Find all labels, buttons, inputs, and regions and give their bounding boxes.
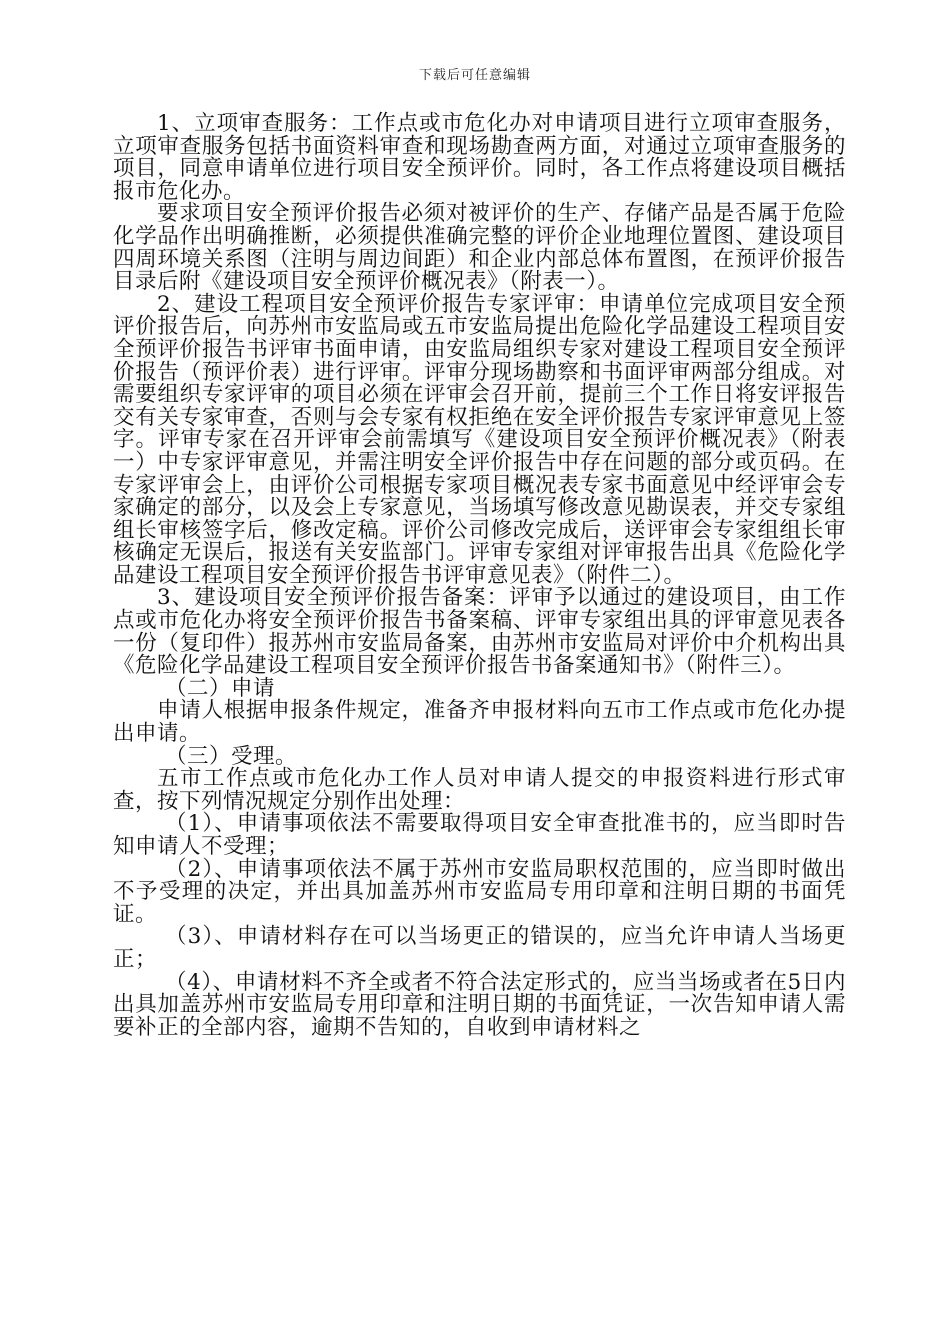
paragraph-pre-evaluation-requirements: 要求项目安全预评价报告必须对被评价的生产、存储产品是否属于危险化学品作出明确推断，必须提供准确完整的评价企业地理位置图、建设项目四周环境关系图（注明与周边间距）和企业内部总体布置图，在预评价报告目录后附《建设项目安全预评价概况表》（附表一）。 (113, 201, 846, 295)
list-item-3: （3）、申请材料存在可以当场更正的错误的，应当允许申请人当场更正； (113, 924, 846, 972)
list-item-4: （4）、申请材料不齐全或者不符合法定形式的，应当当场或者在5日内出具加盖苏州市安监局专用印章和注明日期的书面凭证，一次告知申请人需要补正的全部内容，逾期不告知的，自收到申请材料之 (113, 969, 846, 1040)
paragraph-expert-review: 2、建设工程项目安全预评价报告专家评审：申请单位完成项目安全预评价报告后，向苏州市安监局或五市安监局提出危险化学品建设工程项目安全预评价报告书评审书面申请，由安监局组织专家对建设工程项目安全预评价报告（预评价表）进行评审。评审分现场勘察和书面评审两部分组成。对需要组织专家评审的项目必须在评审会召开前，提前三个工作日将安评报告交有关专家审查，否则与会专家有权拒绝在安全评价报告专家评审意见上签字。评审专家在召开评审会前需填写《建设项目安全预评价概况表》（附表一）中专家评审意见，并需注明安全评价报告中存在问题的部分或页码。在专家评审会上，由评价公司根据专家项目概况表专家书面意见中经评审会专家确定的部分，以及会上专家意见，当场填写修改意见勘误表，并交专家组组长审核签字后，修改定稿。评价公司修改完成后，送评审会专家组组长审核确定无误后，报送有关安监部门。评审专家组对评审报告出具《危险化学品建设工程项目安全预评价报告书评审意见表》（附件二）。 (113, 291, 846, 588)
paragraph-report-filing: 3、建设项目安全预评价报告备案：评审予以通过的建设项目，由工作点或市危化办将安全预评价报告书备案稿、评审专家组出具的评审意见表各一份（复印件）报苏州市安监局备案，由苏州市安监局对评价中介机构出具《危险化学品建设工程项目安全预评价报告书备案通知书》（附件三）。 (113, 585, 846, 679)
list-item-1: （1）、申请事项依法不需要取得项目安全审查批准书的，应当即时告知申请人不受理； (113, 811, 846, 859)
section-heading-application: （二）申请 (165, 675, 276, 701)
list-item-2: （2）、申请事项依法不属于苏州市安监局职权范围的，应当即时做出不予受理的决定，并出具加盖苏州市安监局专用印章和注明日期的书面凭证。 (113, 856, 846, 927)
page-header-note: 下载后可任意编辑 (418, 68, 531, 83)
paragraph-application: 申请人根据申报条件规定，准备齐申报材料向五市工作点或市危化办提出申请。 (113, 698, 846, 747)
paragraph-project-review: 1、立项审查服务：工作点或市危化办对申请项目进行立项审查服务，立项审查服务包括书面资料审查和现场勘查两方面，对通过立项审查服务的项目，同意申请单位进行项目安全预评价。同时，各工作点将建设项目概括报市危化办。 (113, 111, 846, 204)
document-body (113, 113, 846, 1039)
section-heading-acceptance: （三）受理。 (165, 743, 298, 769)
paragraph-acceptance-intro: 五市工作点或市危化办工作人员对申请人提交的申报资料进行形式审查，按下列情况规定分别作出处理： (113, 766, 846, 814)
